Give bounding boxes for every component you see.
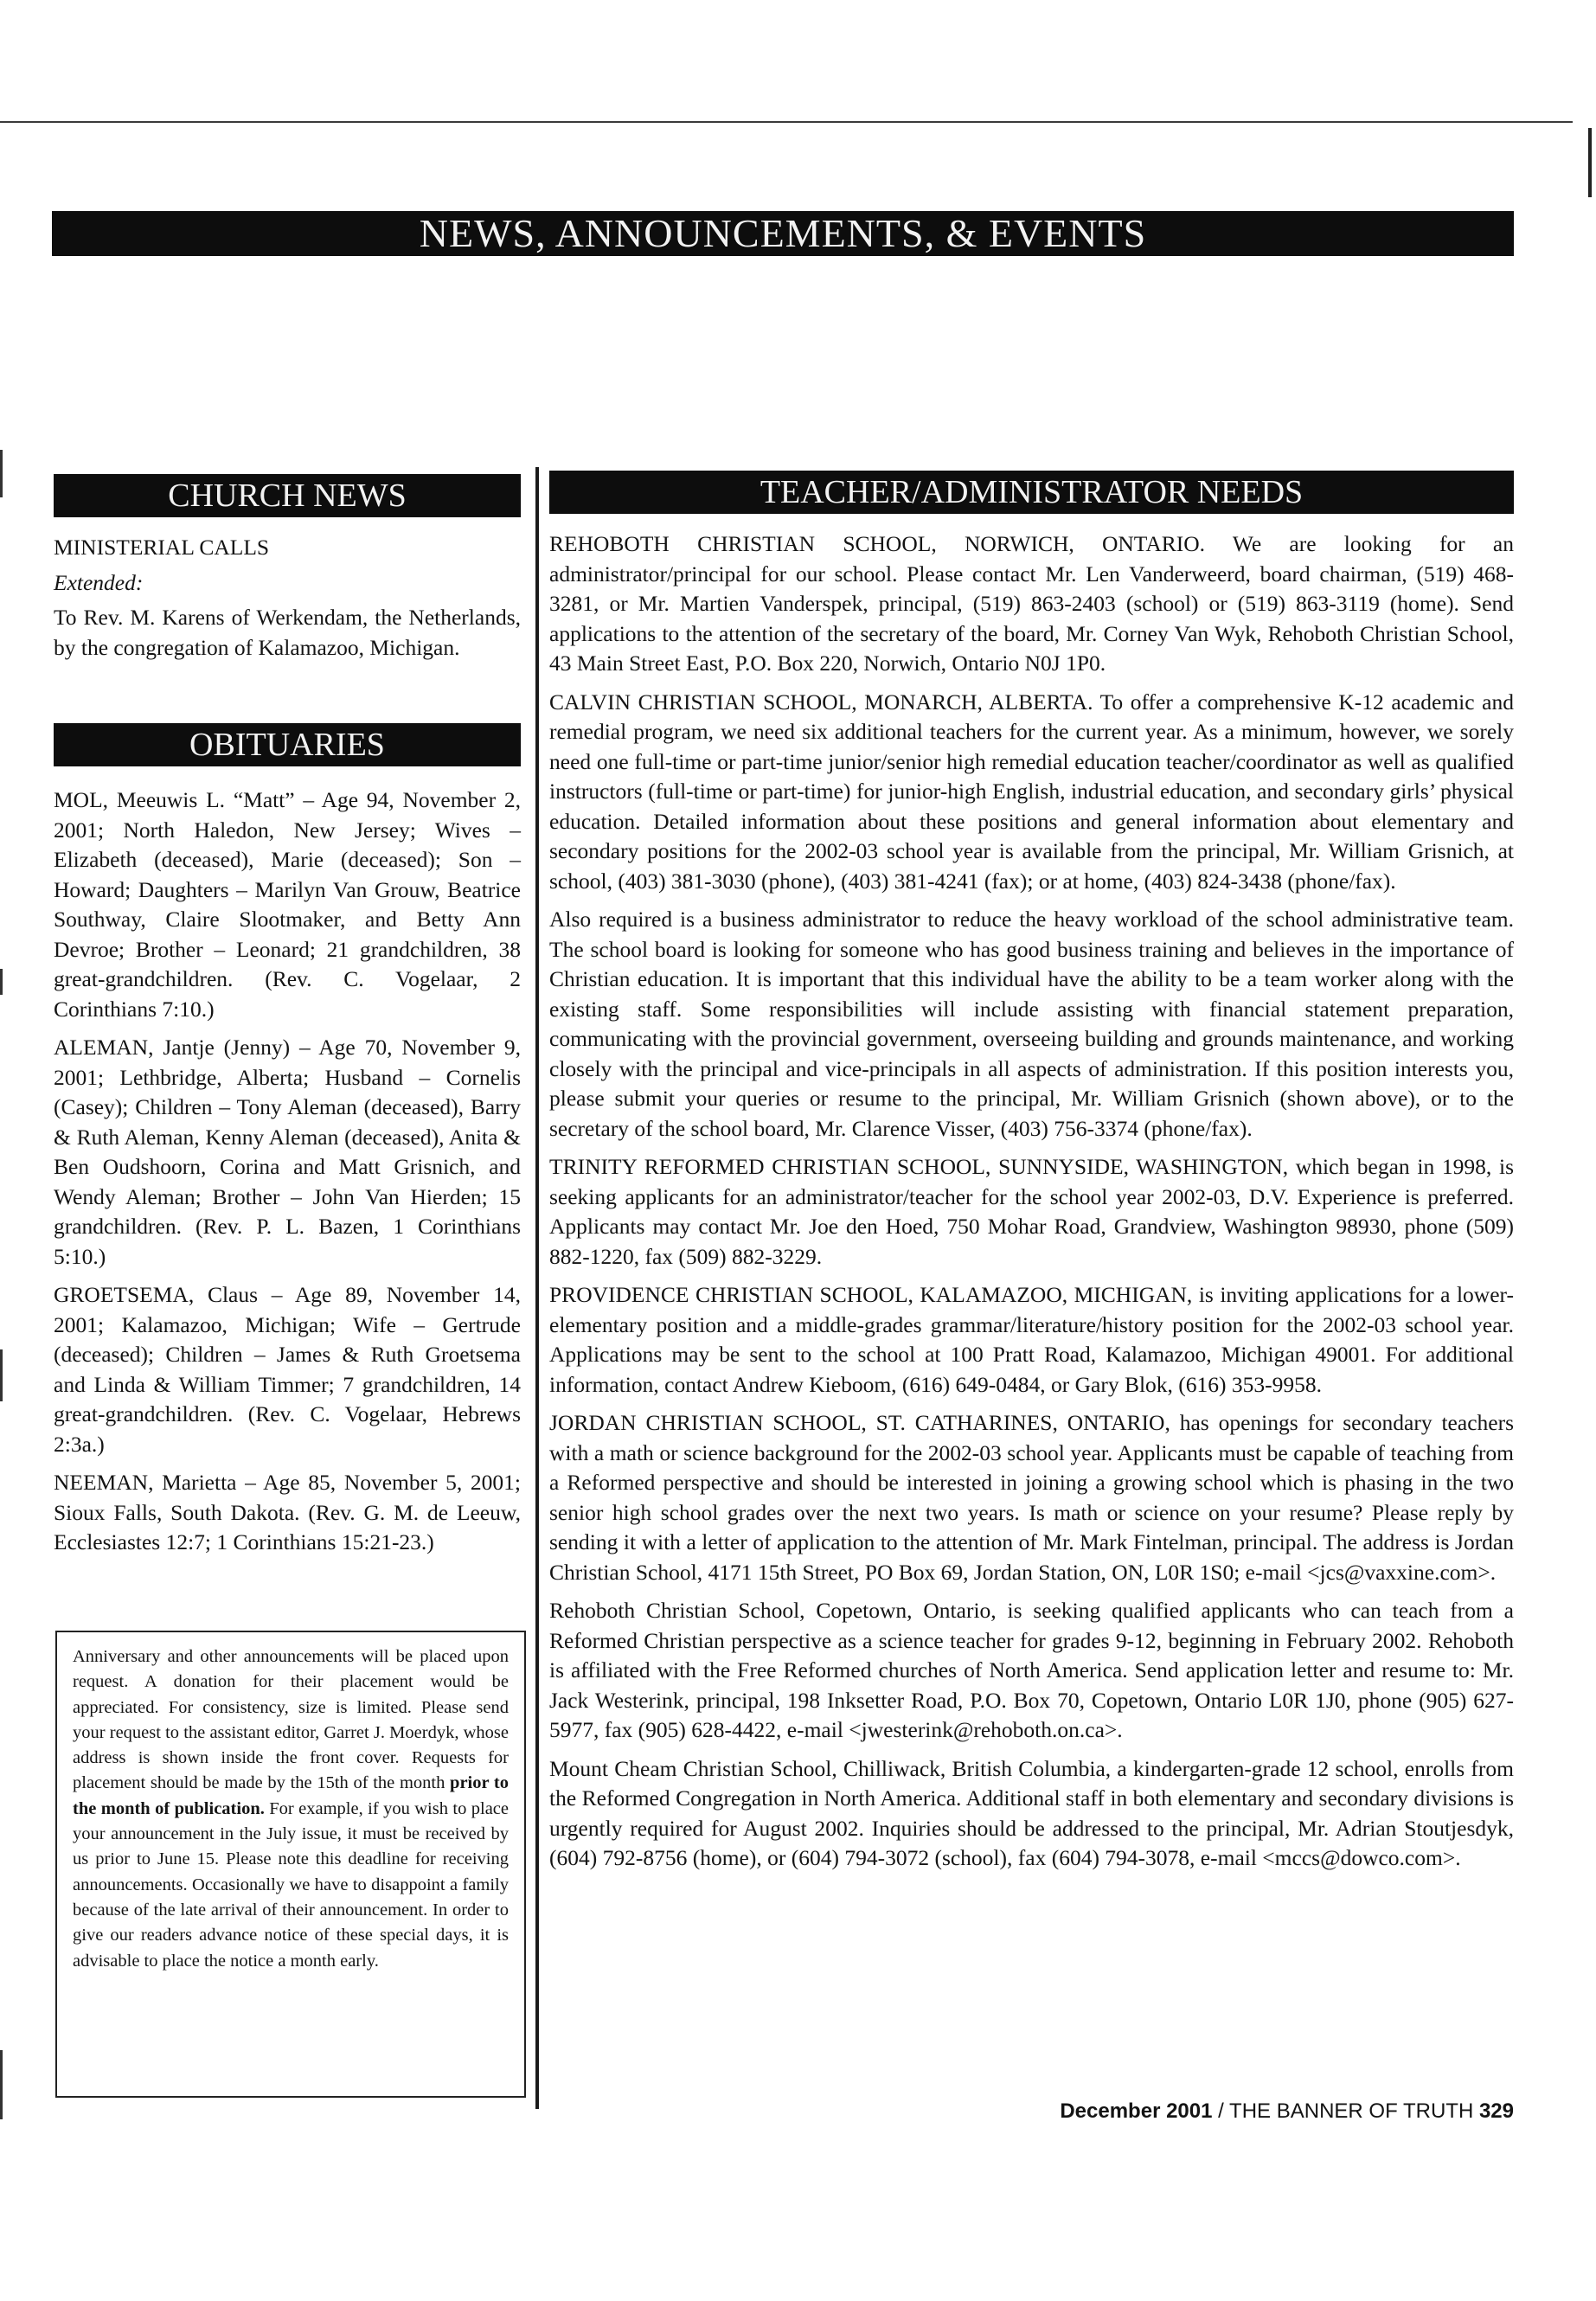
obituary-item: ALEMAN, Jantje (Jenny) – Age 70, November 9, 2001; Lethbridge, Alberta; Husband – Cornelis (Casey); Children – Tony Aleman (deceased), Barry & Ruth Aleman, Kenny Aleman (deceased), Anita & Ben Oudshoorn, Corina and Matt Grisnich, and Wendy Aleman; Brother – John Van Hierden; 15 grandchildren. (Rev. P. L. Bazen, 1 Corinthians 5:10.) xyxy=(54,1035,521,1269)
page-edge-right xyxy=(1588,128,1592,197)
footer-date: December 2001 xyxy=(1060,2099,1213,2123)
church-news-heading: CHURCH NEWS xyxy=(54,474,521,517)
church-news-section xyxy=(54,533,521,671)
page-number: 329 xyxy=(1478,2099,1514,2123)
ministerial-calls-subheading: MINISTERIAL CALLS xyxy=(54,535,270,560)
page-edge-left xyxy=(0,1349,3,1401)
page-footer xyxy=(779,2099,1514,2125)
obituary-item: MOL, Meeuwis L. “Matt” – Age 94, November 2, 2001; North Haledon, New Jersey; Wives – Elizabeth (deceased), Marie (deceased); Son – Howard; Daughters – Marilyn Van Grouw, Beatrice Southway, Claire Slootmaker, and Betty Ann Devroe; Brother – Leonard; 21 grandchildren, 38 great-grandchildren. (Rev. C. Vogelaar, 2 Corinthians 7:10.) xyxy=(54,787,521,1022)
listing-item: REHOBOTH CHRISTIAN SCHOOL, NORWICH, ONTARIO. We are looking for an administrator/principal for our school. Please contact Mr. Len Vanderweerd, board chairman, (519) 468-3281, or Mr. Martien Vanderspek, principal, (519) 863-2403 (school) or (519) 863-3119 (home). Send applications to the attention of the secretary of the board, Mr. Corney Van Wyk, Rehoboth Christian School, 43 Main Street East, P.O. Box 220, Norwich, Ontario N0J 1P0. xyxy=(549,531,1514,676)
page-edge-left xyxy=(0,450,3,497)
listing-item: TRINITY REFORMED CHRISTIAN SCHOOL, SUNNYSIDE, WASHINGTON, which began in 1998, is seeking applicants for an administrator/teacher for the school year 2002-03, D.V. Experience is preferred. Applicants may contact Mr. Joe den Hoed, 750 Mohar Road, Grandview, Washington 98930, phone (509) 882-1220, fax (509) 882-3229. xyxy=(549,1154,1514,1269)
obituary-item: GROETSEMA, Claus – Age 89, November 14, 2001; Kalamazoo, Michigan; Wife – Gertrude (deceased); Children – James & Ruth Groetsema and Linda & William Timmer; 7 grandchildren, 14 great-grandchildren. (Rev. C. Vogelaar, Hebrews 2:3a.) xyxy=(54,1282,521,1457)
listing-item: PROVIDENCE CHRISTIAN SCHOOL, KALAMAZOO, MICHIGAN, is inviting applications for a lower-elementary position and a middle-grades grammar/literature/history position for the 2002-03 school year. Applications may be sent to the school at 100 Pratt Road, Kalamazoo, Michigan 49001. For additional information, contact Andrew Kieboom, (616) 649-0484, or Gary Blok, (616) 353-9958. xyxy=(549,1282,1514,1397)
page-edge-left xyxy=(0,2050,3,2119)
footer-separator: / xyxy=(1218,2099,1224,2123)
listing-item: CALVIN CHRISTIAN SCHOOL, MONARCH, ALBERTA. To offer a comprehensive K-12 academic and remedial program, we need six additional teachers for the current year. As a minimum, however, we sorely need one full-time or part-time junior/senior high remedial education teacher/coordinator as well as qualified instructors (full-time or part-time) for junior-high English, industrial education, and secondary girls’ physical education. Detailed information about these positions and general information about elementary and secondary positions for the 2002-03 school year is available from the principal, Mr. William Grisnich, at school, (403) 381-3030 (phone), (403) 381-4241 (fax); or at home, (403) 824-3438 (phone/fax). xyxy=(549,689,1514,894)
page-banner: NEWS, ANNOUNCEMENTS, & EVENTS xyxy=(52,211,1514,256)
announcement-notice-box xyxy=(55,1631,526,2098)
notice-text-after: For example, if you wish to place your announcement in the July issue, it must be received by us prior to June 15. Please note this deadline for receiving announcements. Occasionally we have to disappoint a family because of the late arrival of their announcement. In order to give our readers advance notice of these special days, it is advisable to place the notice a month early. xyxy=(73,1798,509,1971)
top-rule xyxy=(0,121,1573,123)
column-divider xyxy=(535,467,539,2109)
obituaries-heading: OBITUARIES xyxy=(54,723,521,766)
footer-publication: THE BANNER OF TRUTH xyxy=(1229,2099,1474,2123)
listing-item: JORDAN CHRISTIAN SCHOOL, ST. CATHARINES, ONTARIO, has openings for secondary teachers with a math or science background for the 2002-03 school year. Applicants must be capable of teaching from a Reformed perspective and should be interested in joining a growing school which is phasing in the two senior high school grades over the next two years. Is math or science on your resume? Please reply by sending it with a letter of application to the attention of Mr. Mark Fintelman, principal. The address is Jordan Christian School, 4171 15th Street, PO Box 69, Jordan Station, ON, L0R 1S0; e-mail <jcs@vaxxine.com>. xyxy=(549,1410,1514,1585)
listing-item: Mount Cheam Christian School, Chilliwack, British Columbia, a kindergarten-grade 12 school, enrolls from the Reformed Congregation in North America. Additional staff in both elementary and secondary divisions is urgently required for August 2002. Inquiries should be addressed to the principal, Mr. Adrian Stoutjesdyk, (604) 792-8756 (home), or (604) 794-3072 (school), fax (604) 794-3078, e-mail <mccs@dowco.com>. xyxy=(549,1755,1514,1870)
listing-item: Also required is a business administrator to reduce the heavy workload of the school administrative team. The school board is looking for someone who has good business training and believes in the importance of Christian education. It is important that this individual have the ability to be a team worker along with the existing staff. Some responsibilities will include assisting with financial statement preparation, communicating with the provincial government, overseeing building and grounds maintenance, and working closely with the principal and vice-principals in all aspects of administration. If this position interests you, please submit your queries or resume to the principal, Mr. William Grisnich (shown above), or to the secretary of the school board, Mr. Clarence Visser, (403) 756-3374 (phone/fax). xyxy=(549,907,1514,1141)
listing-item: Rehoboth Christian School, Copetown, Ontario, is seeking qualified applicants who can teach from a Reformed Christian perspective as a science teacher for grades 9-12, beginning in February 2002. Rehoboth is affiliated with the Free Reformed churches of North America. Send application letter and resume to: Mr. Jack Westerink, principal, 198 Inksetter Road, P.O. Box 70, Copetown, Ontario L0R 1J0, phone (905) 627-5977, fax (905) 628-4422, e-mail <jwesterink@rehoboth.on.ca>. xyxy=(549,1598,1514,1742)
page-edge-left xyxy=(0,969,3,995)
notice-text-bold: prior to the month of publication. xyxy=(73,1773,509,1818)
teacher-needs-list xyxy=(549,529,1514,1882)
extended-label: Extended: xyxy=(54,569,144,595)
obituaries-list xyxy=(54,785,521,1567)
obituary-item: NEEMAN, Marietta – Age 85, November 5, 2001; Sioux Falls, South Dakota. (Rev. G. M. de Leeuw, Ecclesiastes 12:7; 1 Corinthians 15:21-23.) xyxy=(54,1470,521,1554)
teacher-needs-heading: TEACHER/ADMINISTRATOR NEEDS xyxy=(549,471,1514,514)
ministerial-call-text: To Rev. M. Karens of Werkendam, the Netherlands, by the congregation of Kalamazoo, Michigan. xyxy=(54,605,521,660)
notice-text-before: Anniversary and other announcements will be placed upon request. A donation for their placement would be appreciated. For consistency, size is limited. Please send your request to the assistant editor, Garret J. Moerdyk, whose address is shown inside the front cover. Requests for placement should be made by the 15th of the month xyxy=(73,1647,509,1793)
